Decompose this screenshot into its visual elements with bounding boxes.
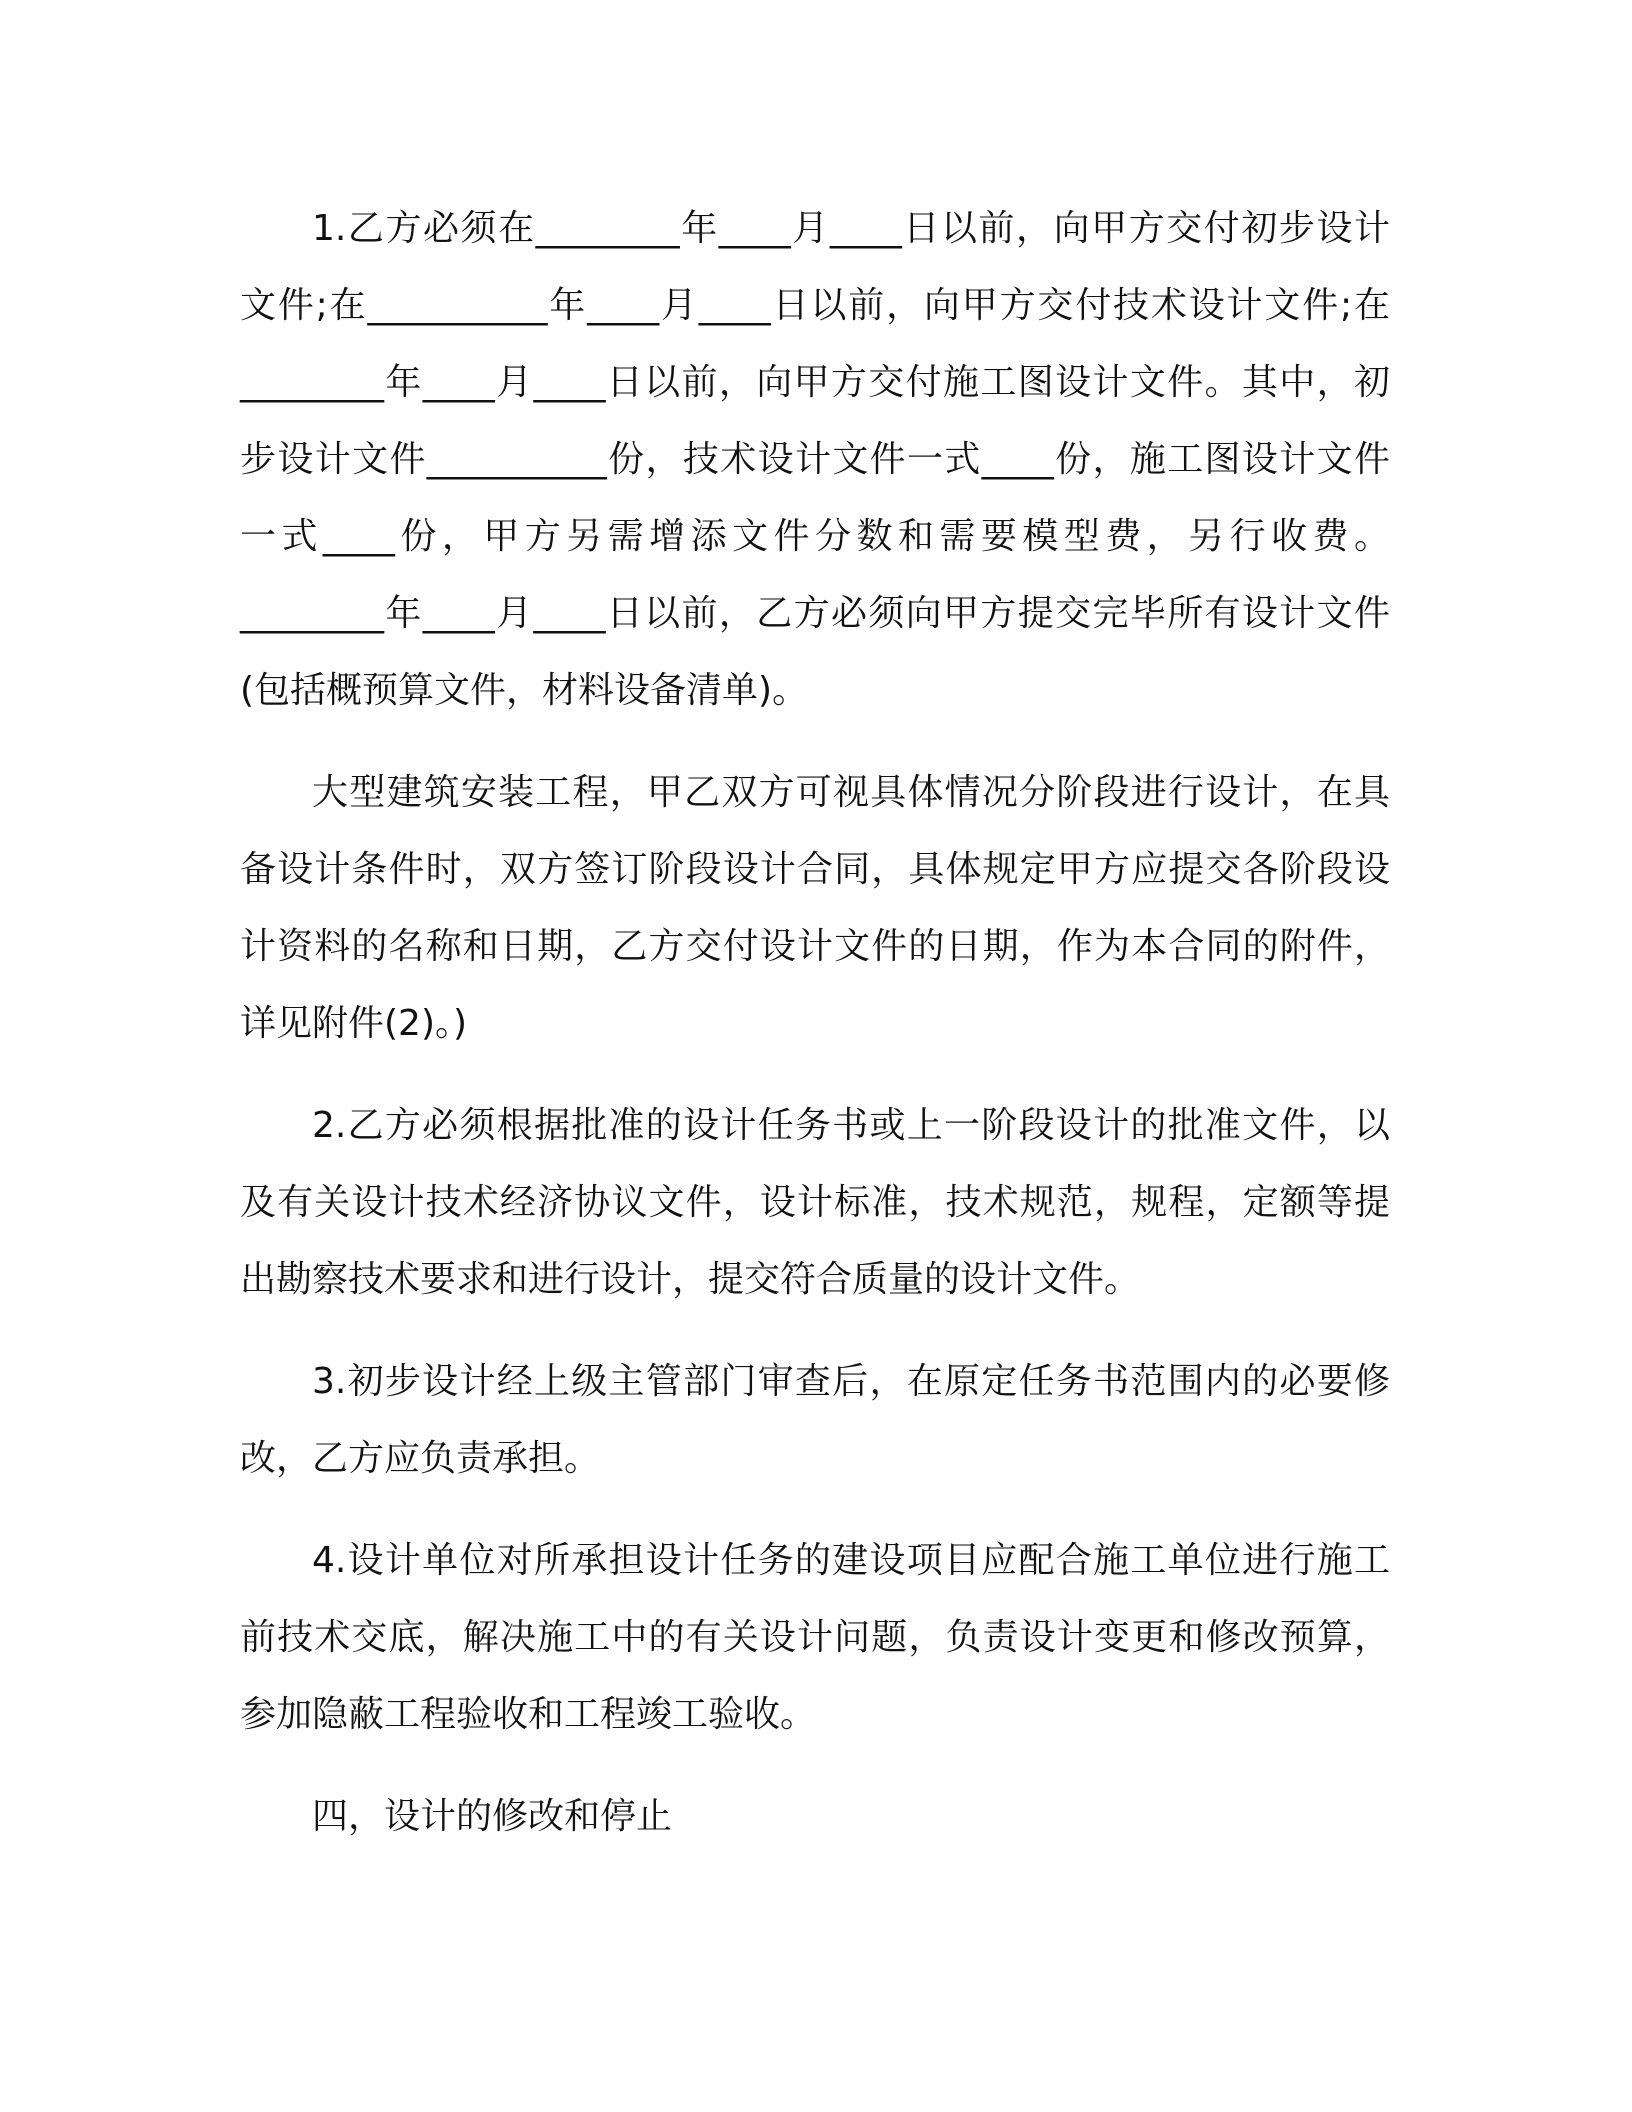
paragraph-delivery-schedule: 1.乙方必须在________年____月____日以前，向甲方交付初步设计文件;在__________年____月____日以前，向甲方交付技术设计文件;在________年____月____日以前，向甲方交付施工图设计文件。其中，初步设计文件__________份，技术设计文件一式____份，施工图设计文件一式____份，甲方另需增添文件分数和需要模型费，另行收费。________年____月____日以前，乙方必须向甲方提交完毕所有设计文件(包括概预算文件，材料设备清单)。 <box>240 208 1390 711</box>
paragraph-preliminary-review: 3.初步设计经上级主管部门审查后，在原定任务书范围内的必要修改，乙方应负责承担。 <box>240 1361 1390 1479</box>
paragraph-design-basis: 2.乙方必须根据批准的设计任务书或上一阶段设计的批准文件，以及有关设计技术经济协议文件，设计标准，技术规范，规程，定额等提出勘察技术要求和进行设计，提交符合质量的设计文件。 <box>240 1105 1390 1300</box>
section-heading-modification: 四，设计的修改和停止 <box>312 1796 673 1837</box>
document-body <box>240 190 1390 1855</box>
paragraph-construction-support: 4.设计单位对所承担设计任务的建设项目应配合施工单位进行施工前技术交底，解决施工中的有关设计问题，负责设计变更和修改预算，参加隐蔽工程验收和工程竣工验收。 <box>240 1540 1390 1735</box>
paragraph-phased-design: 大型建筑安装工程，甲乙双方可视具体情况分阶段进行设计，在具备设计条件时，双方签订阶段设计合同，具体规定甲方应提交各阶段设计资料的名称和日期，乙方交付设计文件的日期，作为本合同的附件，详见附件(2)。) <box>240 772 1390 1044</box>
